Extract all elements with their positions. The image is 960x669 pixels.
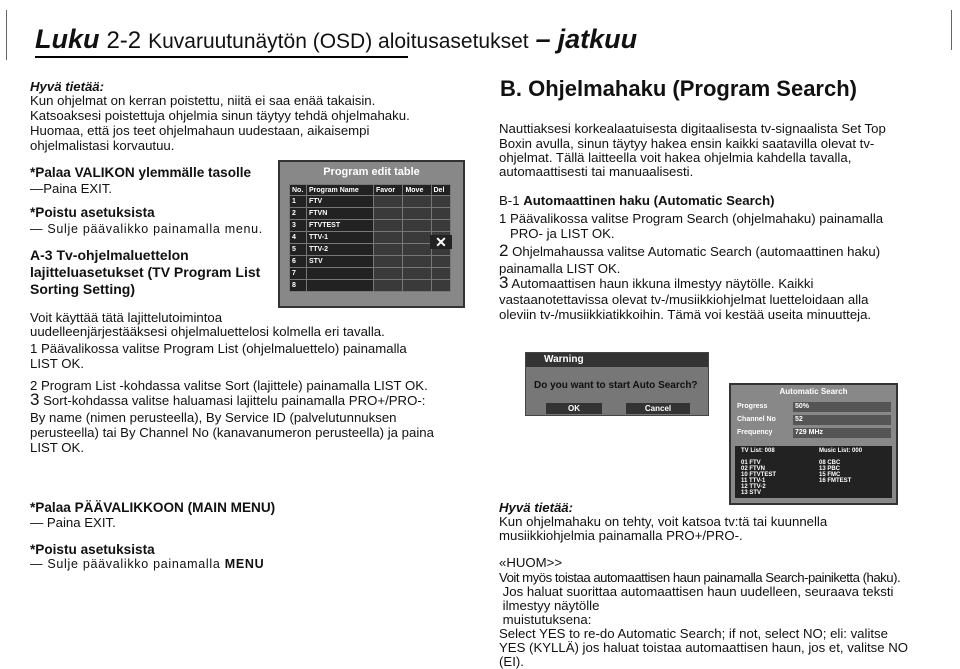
a3-heading: lajitteluasetukset (TV Program List — [30, 264, 261, 280]
table-row[interactable] — [290, 232, 451, 244]
table-row[interactable] — [290, 268, 451, 280]
b-tip-line: musiikkiohjelmia painamalla PRO+/PRO-. — [499, 528, 743, 543]
b-intro-line: ohjelmat. Tällä laitteella voit hakea ohjelmia kahdella tavalla, — [499, 150, 852, 165]
cell-name: FTV — [307, 196, 374, 208]
cell-name — [307, 268, 374, 280]
cancel-button[interactable]: Cancel — [626, 403, 690, 414]
col-header: Favor — [374, 185, 403, 196]
table-row[interactable] — [290, 244, 451, 256]
b-intro-line: Boxin avulla, sinun täytyy hakea ensin kaikki saatavilla olevat tv- — [499, 136, 875, 151]
b1-prefix: B-1 — [499, 193, 524, 208]
exit-heading: *Poistu asetuksista — [30, 205, 155, 220]
cell-no: 8 — [290, 280, 307, 292]
main-menu-text: — Paina EXIT. — [30, 515, 116, 530]
cell-no: 6 — [290, 256, 307, 268]
tip-line: Katsoaksesi poistettuja ohjelmia sinun täytyy tehdä ohjelmahaku. — [30, 108, 410, 123]
step-1: 1 Päävalikossa valitse Program List (ohjelmaluettelo) painamalla — [30, 341, 407, 356]
b-step-1: 1 Päävalikossa valitse Program Search (ohjelmahaku) painamalla — [499, 211, 884, 226]
auto-row-progress — [735, 402, 890, 412]
tv-list-item: 10 FTVTEST — [741, 472, 777, 478]
b-step-3-number: 3 — [499, 273, 509, 292]
tip-line: Huomaa, että jos teet ohjelmahaun uudestaan, aikaisempi — [30, 123, 370, 138]
col-header: Program Name — [307, 185, 374, 196]
title-number: 2-2 — [106, 27, 142, 54]
left-margin-line — [6, 10, 7, 60]
title-jatkuu: jatkuu — [557, 24, 638, 54]
section-b-heading: B. Ohjelmahaku (Program Search) — [500, 76, 857, 101]
auto-label: Frequency — [737, 429, 773, 436]
auto-row-channel — [735, 415, 890, 425]
step-3: perusteella) tai By Channel No (kanavanumeron perusteella) ja paina — [30, 425, 434, 440]
tip-line: Kun ohjelmat on kerran poistettu, niitä ei saa enää takaisin. — [30, 93, 376, 108]
page-title — [35, 24, 637, 55]
automatic-search-screen — [729, 383, 898, 505]
step-1: LIST OK. — [30, 356, 84, 371]
right-margin-line — [951, 10, 952, 50]
exit2-text-a: — Sulje päävalikko painamalla — [30, 557, 225, 571]
main-menu-heading: *Palaa PÄÄVALIKKOON (MAIN MENU) — [30, 500, 276, 515]
warning-title: Warning — [526, 353, 708, 367]
cell-no: 7 — [290, 268, 307, 280]
warning-question: Do you want to start Auto Search? — [534, 380, 698, 391]
table-row[interactable] — [290, 196, 451, 208]
tv-list-label: TV List: — [741, 448, 763, 454]
cell-name: TTV-1 — [307, 232, 374, 244]
title-luku: Luku — [35, 24, 100, 54]
b-intro-line: Nauttiaksesi korkealaatuisesta digitaalisesta tv-signaalista Set Top — [499, 121, 886, 136]
b-step-2-text: Ohjelmahaussa valitse Automatic Search (automaattinen haku) — [508, 244, 881, 259]
music-list-item: 13 PBC — [819, 466, 841, 472]
huom-line: Jos haluat suorittaa automaattisen haun uudelleen, seuraava teksti — [499, 584, 894, 599]
tv-list — [741, 448, 776, 496]
title-underline — [35, 56, 408, 58]
cell-no: 5 — [290, 244, 307, 256]
cell-no: 4 — [290, 232, 307, 244]
cell-name: FTVTEST — [307, 220, 374, 232]
huom-line: ilmestyy näytölle — [499, 598, 600, 613]
b-step-3-text: Automaattisen haun ikkuna ilmestyy näytölle. Kaikki — [508, 276, 814, 291]
b-tip-heading: Hyvä tietää: — [499, 500, 574, 515]
result-lists — [735, 446, 892, 498]
step-3 — [30, 392, 425, 408]
cell-name: TTV-2 — [307, 244, 374, 256]
huom-line: Select YES to re-do Automatic Search; if not, select NO; eli: valitse — [499, 626, 888, 641]
cell-no: 3 — [290, 220, 307, 232]
step-3: By name (nimen perusteella), By Service ID (palvelutunnuksen — [30, 410, 397, 425]
exit-text: — Sulje päävalikko painamalla menu. — [30, 222, 263, 236]
tv-list-item: 13 STV — [741, 490, 762, 496]
music-list-item: 08 CBC — [819, 460, 841, 466]
cell-name: STV — [307, 256, 374, 268]
tv-list-item: 12 TTV-2 — [741, 484, 766, 490]
b-tip-line: Kun ohjelmahaku on tehty, voit katsoa tv:tä tai kuunnella — [499, 514, 828, 529]
exit2-heading: *Poistu asetuksista — [30, 542, 155, 557]
auto-value: 52 — [793, 415, 891, 425]
auto-value: 729 MHz — [793, 428, 891, 438]
cell-name — [307, 280, 374, 292]
table-row[interactable] — [290, 280, 451, 292]
intro-line: uudelleenjärjestääksesi ohjelmaluettelosi kolmella eri tavalla. — [30, 324, 385, 339]
step-2: 2 Program List -kohdassa valitse Sort (lajittele) painamalla LIST OK. — [30, 378, 428, 393]
col-header: No. — [290, 185, 307, 196]
auto-label: Channel No — [737, 416, 776, 423]
cell-name: FTVN — [307, 208, 374, 220]
ok-button[interactable]: OK — [546, 403, 602, 414]
table-row[interactable] — [290, 208, 451, 220]
tip-line: ohjelmalistasi korvautuu. — [30, 138, 175, 153]
a3-heading: A-3 Tv-ohjelmaluettelon — [30, 247, 189, 263]
table-header-row — [290, 185, 451, 196]
a3-heading: Sorting Setting) — [30, 281, 135, 297]
music-list-item: 16 FMTEST — [819, 478, 852, 484]
col-header: Del — [431, 185, 451, 196]
huom-line: (EI). — [499, 654, 524, 669]
b-step-2 — [499, 243, 880, 259]
back-text: —Paina EXIT. — [30, 181, 113, 196]
music-list-item: 15 FMC — [819, 472, 841, 478]
b-intro-line: automaattisesti tai manuaalisesti. — [499, 164, 694, 179]
table-row[interactable] — [290, 256, 451, 268]
screen-title: Program edit table — [323, 166, 420, 178]
b-step-3: vastaanotettavissa olevat tv-/musiikkiohjelmat luetteloidaan alla — [499, 292, 869, 307]
b-step-2-number: 2 — [499, 241, 509, 260]
step-3-number: 3 — [30, 390, 40, 409]
auto-row-frequency — [735, 428, 890, 438]
tv-list-count: 008 — [764, 448, 775, 454]
warning-dialog — [525, 352, 709, 416]
music-list — [819, 448, 862, 484]
close-icon[interactable]: ✕ — [430, 235, 452, 249]
auto-value: 50% — [793, 402, 891, 412]
col-header: Move — [403, 185, 431, 196]
b-step-2: painamalla LIST OK. — [499, 261, 621, 276]
tv-list-item: 01 FTV — [741, 460, 761, 466]
music-list-count: 000 — [852, 448, 863, 454]
cell-no: 2 — [290, 208, 307, 220]
tip-heading: Hyvä tietää: — [30, 79, 105, 94]
b-step-1: PRO- ja LIST OK. — [499, 226, 615, 241]
intro-line: Voit käyttää tätä lajittelutoimintoa — [30, 310, 223, 325]
b-step-3 — [499, 275, 813, 291]
step-3-text: Sort-kohdassa valitse haluamasi lajittelu painamalla PRO+/PRO-: — [39, 393, 426, 408]
b1-heading — [499, 193, 775, 208]
tv-list-item: 02 FTVN — [741, 466, 766, 472]
back-heading: *Palaa VALIKON ylemmälle tasolle — [30, 165, 252, 180]
auto-label: Progress — [737, 403, 768, 410]
b-step-3: oleviin tv-/musiikkiatikkoihin. Tämä voi kestää useita minuutteja. — [499, 307, 872, 322]
b1-title: Automaattinen haku (Automatic Search) — [523, 193, 775, 208]
exit2-text — [30, 557, 264, 572]
step-3: LIST OK. — [30, 440, 84, 455]
huom-line: Voit myös toistaa automaattisen haun painamalla Search-painiketta (haku). — [499, 570, 901, 585]
huom-label: «HUOM>> — [499, 555, 563, 570]
auto-title: Automatic Search — [779, 387, 848, 396]
cell-no: 1 — [290, 196, 307, 208]
tv-list-item: 11 TTV-1 — [741, 478, 766, 484]
huom-line: muistutuksena: — [499, 612, 592, 627]
huom-line: YES (KYLLÄ) jos haluat toistaa automaattisen haun, jos et, valitse NO — [499, 640, 909, 655]
title-dash: – — [535, 24, 551, 54]
table-row[interactable] — [290, 220, 451, 232]
music-list-label: Music List: — [819, 448, 851, 454]
title-text: Kuvaruutunäytön (OSD) aloitusasetukset — [148, 30, 529, 53]
program-table — [289, 184, 451, 292]
exit2-text-b: MENU — [224, 557, 265, 571]
